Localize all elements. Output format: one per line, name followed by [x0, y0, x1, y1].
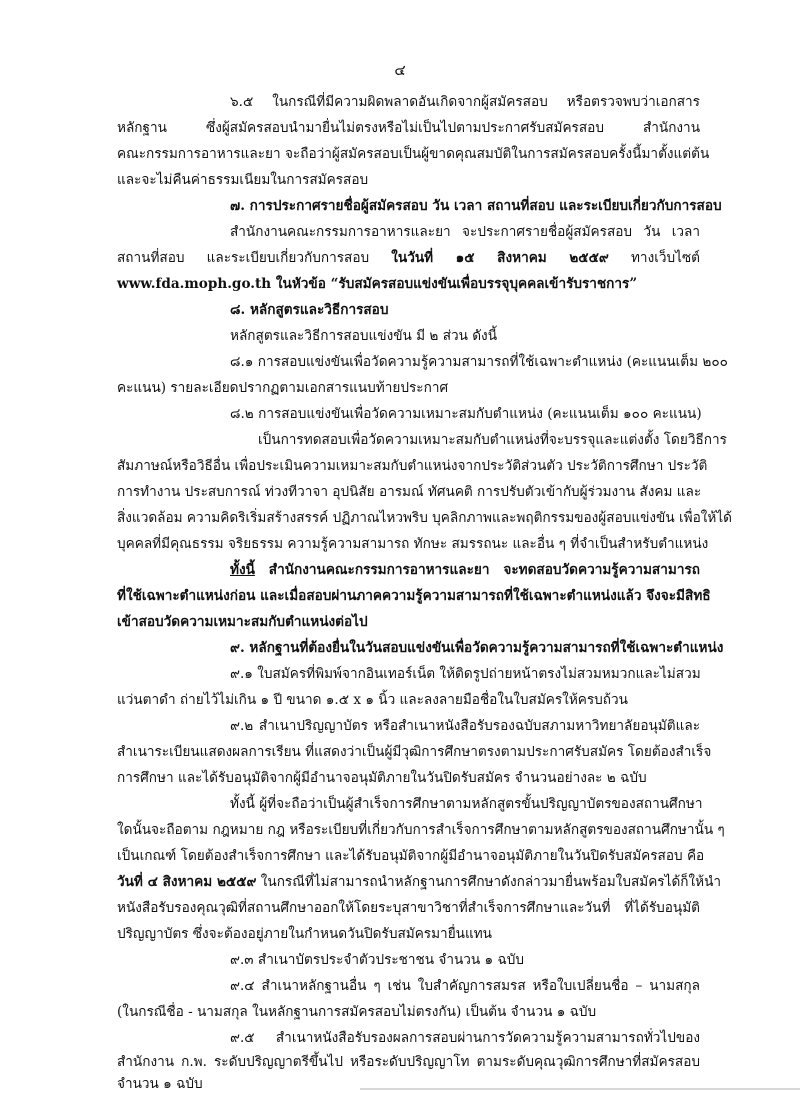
- section-9-note-line-2: ใดนั้นจะถือตาม กฎหมาย กฎ หรือระเบียบที่เกี่ยวกับการสำเร็จการศึกษาตามหลักสูตรของสถานศึกษานั้น ๆ: [117, 822, 725, 838]
- section-9-4-line-1: ๙.๔ สำเนาหลักฐานอื่น ๆ เช่น ใบสำคัญการสมรส หรือใบเปลี่ยนชื่อ – นามสกุล: [230, 978, 700, 994]
- section-9-2-line-3: การศึกษา และได้รับอนุมัติจากผู้มีอำนาจอนุมัติภายในวันปิดรับสมัคร จำนวนอย่างละ ๒ ฉบับ: [117, 770, 647, 786]
- section-9-2-line-2: สำเนาระเบียนแสดงผลการเรียน ที่แสดงว่าเป็นผู้มีวุฒิการศึกษาตรงตามประกาศรับสมัคร โดยต้องสำเร็จ: [117, 744, 712, 760]
- scan-artifact-divider: [360, 1088, 800, 1090]
- section-8-2-line-1: ๘.๒ การสอบแข่งขันเพื่อวัดความเหมาะสมกับตำแหน่ง (คะแนนเต็ม ๑๐๐ คะแนน): [230, 406, 702, 422]
- section-9-5-line-1: ๙.๕ สำเนาหนังสือรับรองผลการสอบผ่านการวัดความรู้ความสามารถทั่วไปของ: [230, 1030, 700, 1046]
- note-text: สำนักงานคณะกรรมการอาหารและยา จะทดสอบวัดความรู้ความสามารถ: [254, 562, 700, 578]
- section-9-note-line-6: ปริญญาบัตร ซึ่งจะต้องอยู่ภายในกำหนดวันปิดรับสมัครมายื่นแทน: [117, 926, 492, 942]
- section-9-note-line-4: [117, 872, 722, 892]
- section-7-line-2a: สถานที่สอบ และระเบียบเกี่ยวกับการสอบ: [117, 250, 370, 266]
- section-8-2-line-6: บุคคลที่มีคุณธรรม จริยธรรม ความรู้ความสามารถ ทักษะ สมรรถนะ และอื่น ๆ ที่จำเป็นสำหรับตำแหน่ง: [117, 536, 709, 552]
- section-8-2-line-3: สัมภาษณ์หรือวิธีอื่น เพื่อประเมินความเหมาะสมกับตำแหน่งจากประวัติส่วนตัว ประวัติการศึกษา ประวัติ: [117, 458, 708, 474]
- section-9-2-line-1: ๙.๒ สำเนาปริญญาบัตร หรือสำเนาหนังสือรับรองฉบับสภามหาวิทยาลัยอนุมัติและ: [230, 718, 700, 734]
- section-8-note-line-2: ที่ใช้เฉพาะตำแหน่งก่อน และเมื่อสอบผ่านภาคความรู้ความสามารถที่ใช้เฉพาะตำแหน่งแล้ว จึงจะมีสิทธิ: [117, 588, 711, 604]
- section-8-intro: หลักสูตรและวิธีการสอบแข่งขัน มี ๒ ส่วน ดังนี้: [230, 328, 497, 344]
- section-8-heading: ๘. หลักสูตรและวิธีการสอบ: [230, 302, 389, 318]
- section-9-note-line-1: ทั้งนี้ ผู้ที่จะถือว่าเป็นผู้สำเร็จการศึกษาตามหลักสูตรขั้นปริญญาบัตรของสถานศึกษา: [230, 796, 703, 812]
- section-7-heading: ๗. การประกาศรายชื่อผู้สมัครสอบ วัน เวลา สถานที่สอบ และระเบียบเกี่ยวกับการสอบ: [230, 198, 722, 214]
- section-8-note-line-1: [230, 560, 700, 580]
- section-9-4-line-2: (ในกรณีชื่อ - นามสกุล ในหลักฐานการสมัครสอบไม่ตรงกัน) เป็นต้น จำนวน ๑ ฉบับ: [117, 1004, 597, 1020]
- section-9-note-line-4b: ในกรณีที่ไม่สามารถนำหลักฐานการศึกษาดังกล่าวมายื่นพร้อมใบสมัครได้ก็ให้นำ: [256, 874, 722, 890]
- section-8-2-line-2: เป็นการทดสอบเพื่อวัดความเหมาะสมกับตำแหน่งที่จะบรรจุและแต่งตั้ง โดยวิธีการ: [258, 432, 727, 448]
- section-9-note-line-3: เป็นเกณฑ์ โดยต้องสำเร็จการศึกษา และได้รับอนุมัติจากผู้มีอำนาจอนุมัติภายในวันปิดรับสมัครสอบ คือ: [117, 848, 705, 864]
- section-6-5-line-1: ๖.๕ ในกรณีที่มีความผิดพลาดอันเกิดจากผู้สมัครสอบ หรือตรวจพบว่าเอกสาร: [230, 94, 700, 110]
- closing-date: วันที่ ๔ สิงหาคม ๒๕๕๙: [117, 874, 257, 890]
- fda-website-link[interactable]: www.fda.moph.go.th ในหัวข้อ: [117, 276, 326, 292]
- section-8-1-line-2: คะแนน) รายละเอียดปรากฏตามเอกสารแนบท้ายประกาศ: [117, 380, 449, 396]
- section-9-5-line-2: สำนักงาน ก.พ. ระดับปริญญาตรีขึ้นไป หรือระดับปริญญาโท ตามระดับคุณวุฒิการศึกษาที่สมัครสอบ: [117, 1054, 700, 1070]
- section-6-5-line-2: หลักฐาน ซึ่งผู้สมัครสอบนำมายื่นไม่ตรงหรือไม่เป็นไปตามประกาศรับสมัครสอบ สำนักงาน: [117, 120, 700, 136]
- section-7-line-1: สำนักงานคณะกรรมการอาหารและยา จะประกาศรายชื่อผู้สมัครสอบ วัน เวลา: [230, 224, 700, 240]
- section-7-line-2c: ทางเว็บไซต์: [608, 250, 701, 266]
- section-8-1-line-1: ๘.๑ การสอบแข่งขันเพื่อวัดความรู้ความสามารถที่ใช้เฉพาะตำแหน่ง (คะแนนเต็ม ๒๐๐: [230, 354, 728, 370]
- section-8-2-line-4: การทำงาน ประสบการณ์ ท่วงทีวาจา อุปนิสัย อารมณ์ ทัศนคติ การปรับตัวเข้ากับผู้ร่วมงาน สังคม และ: [117, 484, 702, 500]
- section-6-5-line-4: และจะไม่คืนค่าธรรมเนียมในการสมัครสอบ: [117, 172, 369, 188]
- note-label: ทั้งนี้: [230, 562, 255, 578]
- section-9-note-line-5: หนังสือรับรองคุณวุฒิที่สถานศึกษาออกให้โดยระบุสาขาวิชาที่สำเร็จการศึกษาและวันที่ ที่ได้รับอนุมัติ: [117, 900, 700, 916]
- section-9-heading: ๙. หลักฐานที่ต้องยื่นในวันสอบแข่งขันเพื่อวัดความรู้ความสามารถที่ใช้เฉพาะตำแหน่ง: [230, 640, 724, 656]
- section-6-5-line-3: คณะกรรมการอาหารและยา จะถือว่าผู้สมัครสอบเป็นผู้ขาดคุณสมบัติในการสมัครสอบครั้งนี้มาตั้งแต่ต้น: [117, 146, 710, 162]
- section-9-1-line-1: ๙.๑ ใบสมัครที่พิมพ์จากอินเทอร์เน็ต ให้ติดรูปถ่ายหน้าตรงไม่สวมหมวกและไม่สวม: [230, 666, 701, 682]
- page-number: ๔: [394, 61, 406, 79]
- section-7-line-3: [117, 274, 637, 294]
- section-9-1-line-2: แว่นตาดำ ถ่ายไว้ไม่เกิน ๑ ปี ขนาด ๑.๕ x ๑ นิ้ว และลงลายมือชื่อในใบสมัครให้ครบถ้วน: [117, 692, 628, 708]
- section-8-2-line-5: สิ่งแวดล้อม ความคิดริเริ่มสร้างสรรค์ ปฏิภาณไหวพริบ บุคลิกภาพและพฤติกรรมของผู้สอบแข่งขัน เพื่อให้ได้: [117, 510, 732, 526]
- section-9-5-line-3: จำนวน ๑ ฉบับ: [117, 1076, 203, 1092]
- section-7-line-2: [117, 248, 700, 268]
- section-8-note-line-3: เข้าสอบวัดความเหมาะสมกับตำแหน่งต่อไป: [117, 614, 368, 630]
- announce-date: ในวันที่ ๑๕ สิงหาคม ๒๕๕๙: [391, 250, 609, 266]
- section-9-3: ๙.๓ สำเนาบัตรประจำตัวประชาชน จำนวน ๑ ฉบับ: [230, 952, 524, 968]
- website-topic: “รับสมัครสอบแข่งขันเพื่อบรรจุบุคคลเข้ารับราชการ”: [325, 276, 638, 292]
